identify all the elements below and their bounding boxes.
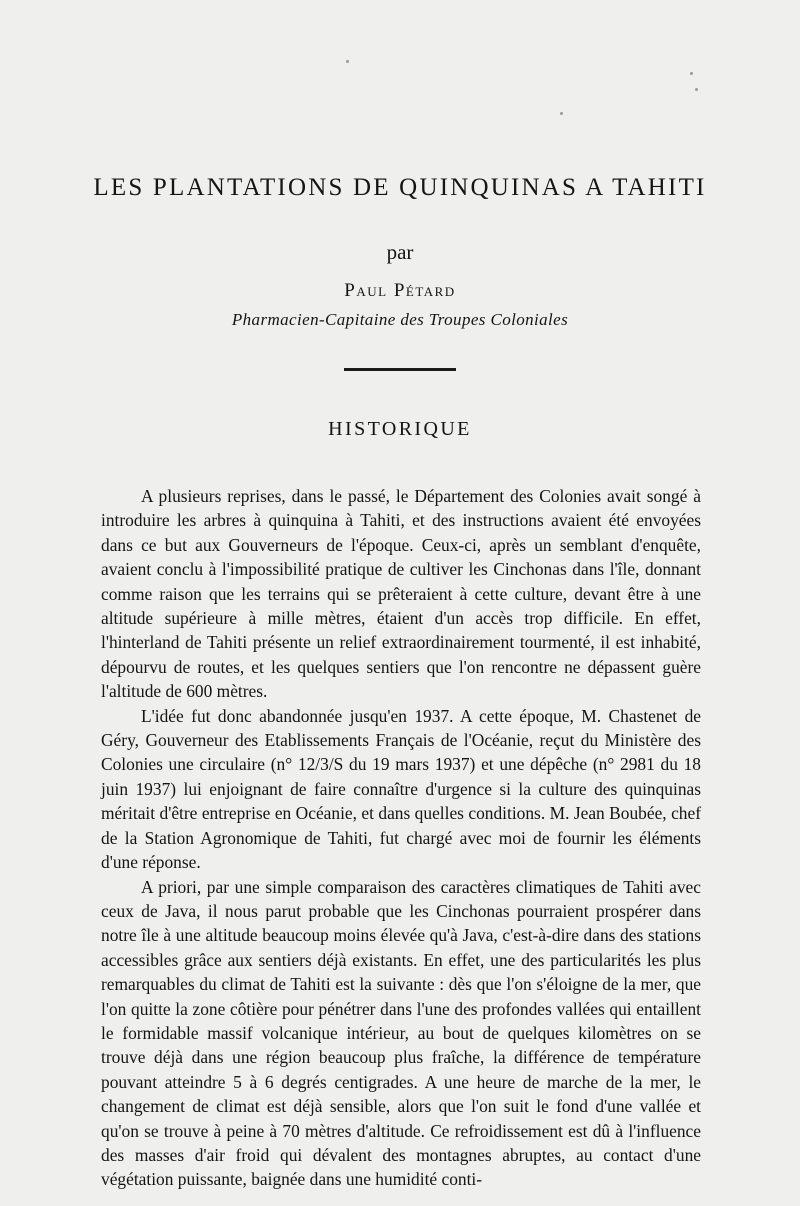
paper-speck — [690, 72, 693, 75]
author-affiliation: Pharmacien-Capitaine des Troupes Coloniales — [231, 310, 569, 329]
title-separator-rule — [344, 368, 456, 371]
paper-speck — [695, 88, 698, 91]
paper-speck — [560, 112, 563, 115]
paragraph: L'idée fut donc abandonnée jusqu'en 1937. A cette époque, M. Chastenet de Géry, Gouverneur des Etablissements Français de l'Océanie, reçut du Ministère des Colonies une circulaire (n° 12/3/S du 19 mars 1937) et une dépêche (n° 2981 du 18 juin 1937) lui enjoignant de faire connaître d'urgence si la culture des quinquinas méritait d'être entreprise en Océanie, et dans quelles conditions. M. Jean Boubée, chef de la Station Agronomique de Tahiti, fut chargé avec moi de fournir les éléments d'une réponse. — [101, 705, 701, 873]
article-title: LES PLANTATIONS DE QUINQUINAS A TAHITI — [93, 174, 707, 201]
paragraph: A priori, par une simple comparaison des caractères climatiques de Tahiti avec ceux de Java, il nous parut probable que les Cinchonas pourraient prospérer dans notre île à une altitude beaucoup moins élevée qu'à Java, c'est-à-dire dans des stations accessibles grâce aux sentiers déjà existants. En effet, une des particularités les plus remarquables du climat de Tahiti est la suivante : dès que l'on s'éloigne de la mer, que l'on quitte la zone côtière pour pénétrer dans l'une des profondes vallées qui entaillent le formidable massif volcanique intérieur, au bout de quelques kilomètres on se trouve déjà dans une région beaucoup plus fraîche, la différence de température pouvant atteindre 5 à 6 degrés centigrades. A une heure de marche de la mer, le changement de climat est déjà sensible, alors que l'on suit le fond d'une vallée et qu'on se trouve à peine à 70 mètres d'altitude. Ce refroidissement est dû à l'influence des masses d'air froid qui dévalent des montagnes abruptes, au contact d'une végétation puissante, baignée dans une humidité conti- — [101, 876, 701, 1190]
author-name: Paul Pétard — [344, 280, 456, 301]
paragraph: A plusieurs reprises, dans le passé, le Département des Colonies avait songé à introduire les arbres à quinquina à Tahiti, et des instructions avaient été envoyées dans ce but aux Gouverneurs de l'époque. Ceux-ci, après un semblant d'enquête, avaient conclu à l'impossibilité pratique de cultiver les Cinchonas dans l'île, donnant comme raison que les terrains qui se prêteraient à cette culture, devant être à une altitude supérieure à mille mètres, étaient d'un accès trop difficile. En effet, l'hinterland de Tahiti présente un relief extraordinairement tourmenté, il est inhabité, dépourvu de routes, et les quelques sentiers que l'on rencontre ne dépassent guère l'altitude de 600 mètres. — [101, 486, 701, 702]
section-heading: HISTORIQUE — [328, 418, 472, 440]
byline-par: par — [386, 240, 414, 264]
paper-speck — [346, 60, 349, 63]
article-body — [101, 484, 701, 1192]
